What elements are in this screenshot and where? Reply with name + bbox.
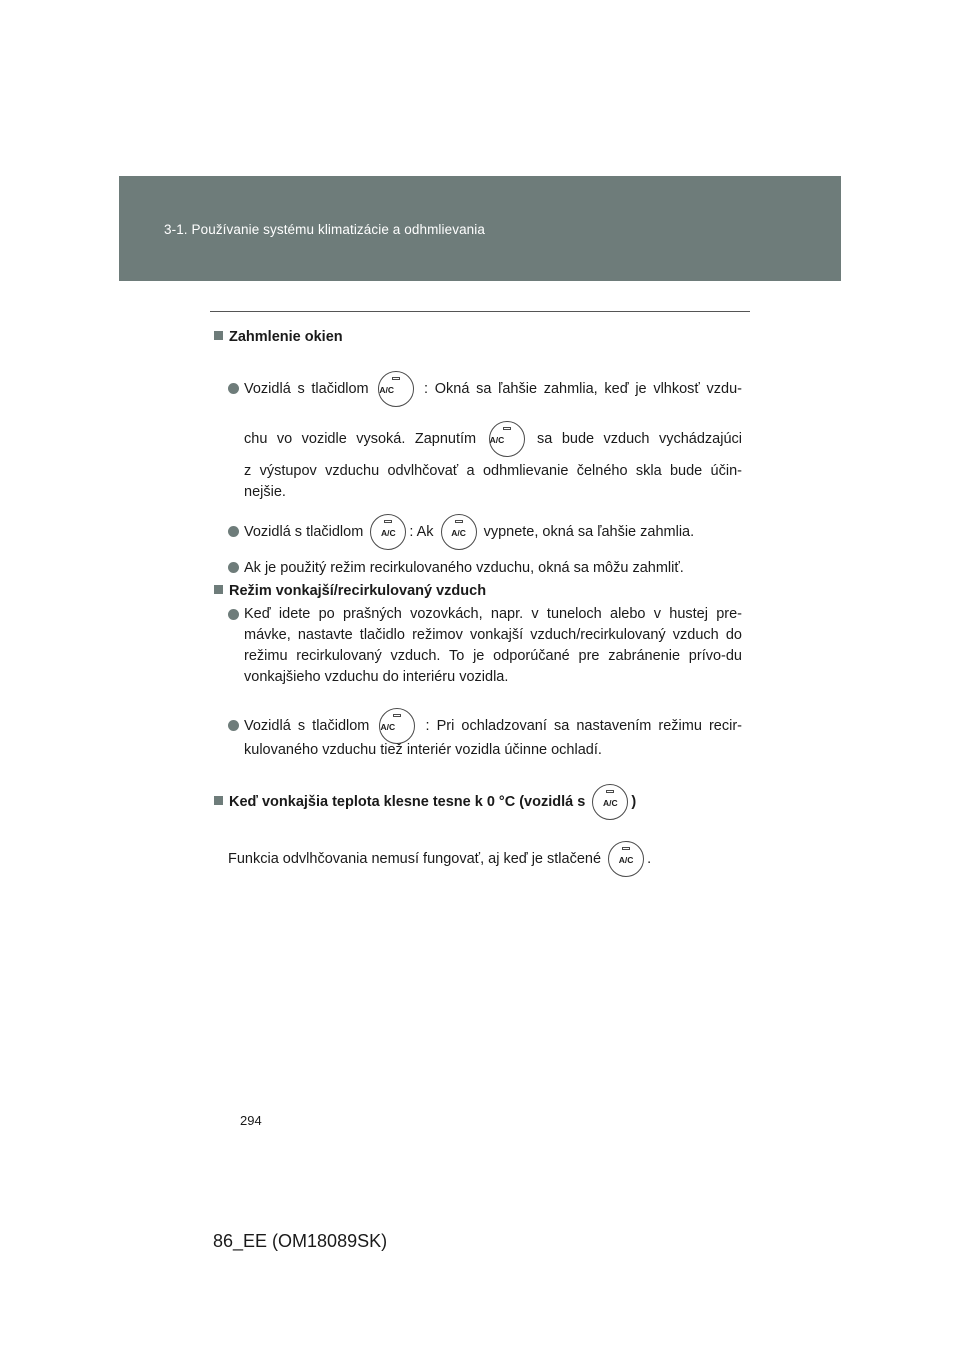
square-bullet-icon bbox=[214, 796, 223, 805]
recirculation-bullet-1-text: Keď idete po prašných vozovkách, napr. v tuneloch alebo v hustej pre-mávke, nastavte tlačidlo režimov vonkajší vzduch/recirkulovaný vzduch do režimu recirkulovaný vzduch. To je odporúčané pre zabránenie prívo-du vonkajšieho vzduchu do interiéru vozidla. bbox=[244, 606, 742, 685]
ac-button-icon: A/C bbox=[378, 371, 414, 407]
cold-temperature-text: Funkcia odvlhčovania nemusí fungovať, aj keď je stlačené A/C . bbox=[228, 841, 651, 877]
fogging-bullet-1-line-3: z výstupov vzduchu odvlhčovať a odhmlievanie čelného skla bude účin-nejšie. bbox=[244, 463, 742, 500]
recirculation-bullet-2-line-2: kulovaného vzduchu tiež interiér vozidla účinne ochladí. bbox=[244, 742, 602, 758]
document-code: 86_EE (OM18089SK) bbox=[213, 1231, 388, 1251]
fogging-bullet-1-line-2: chu vo vozidle vysoká. Zapnutím A/C sa bude vzduch vychádzajúci bbox=[244, 421, 742, 457]
recirculation-bullet-2-line-1: Vozidlá s tlačidlom A/C : Pri ochladzovaní sa nastavením režimu recir- bbox=[228, 708, 742, 744]
circle-bullet-icon bbox=[228, 526, 239, 537]
section-header bbox=[119, 176, 841, 281]
recirculation-bullet-1-marker bbox=[228, 604, 244, 626]
circle-bullet-icon bbox=[228, 720, 239, 731]
square-bullet-icon bbox=[214, 585, 223, 594]
divider bbox=[210, 311, 750, 312]
ac-button-icon: A/C bbox=[379, 708, 415, 744]
page-number: 294 bbox=[240, 1113, 262, 1128]
ac-button-icon: A/C bbox=[441, 514, 477, 550]
square-bullet-icon bbox=[214, 331, 223, 340]
ac-button-icon: A/C bbox=[370, 514, 406, 550]
ac-button-icon: A/C bbox=[489, 421, 525, 457]
ac-button-icon: A/C bbox=[608, 841, 644, 877]
fogging-bullet-3: Ak je použitý režim recirkulovaného vzduchu, okná sa môžu zahmliť. bbox=[228, 557, 684, 579]
heading-fogging: Zahmlenie okien bbox=[214, 326, 343, 348]
circle-bullet-icon bbox=[228, 609, 239, 620]
fogging-bullet-1-line-1: Vozidlá s tlačidlom A/C : Okná sa ľahšie zahmlia, keď je vlhkosť vzdu- bbox=[228, 371, 742, 407]
circle-bullet-icon bbox=[228, 383, 239, 394]
fogging-bullet-2: Vozidlá s tlačidlom A/C : Ak A/C vypnete, okná sa ľahšie zahmlia. bbox=[228, 514, 694, 550]
section-title: 3-1. Používanie systému klimatizácie a odhmlievania bbox=[164, 222, 485, 237]
heading-cold-temperature: Keď vonkajšia teplota klesne tesne k 0 °C (vozidlá s A/C ) bbox=[214, 784, 636, 820]
circle-bullet-icon bbox=[228, 562, 239, 573]
ac-button-icon: A/C bbox=[592, 784, 628, 820]
heading-recirculation: Režim vonkajší/recirkulovaný vzduch bbox=[214, 580, 486, 602]
